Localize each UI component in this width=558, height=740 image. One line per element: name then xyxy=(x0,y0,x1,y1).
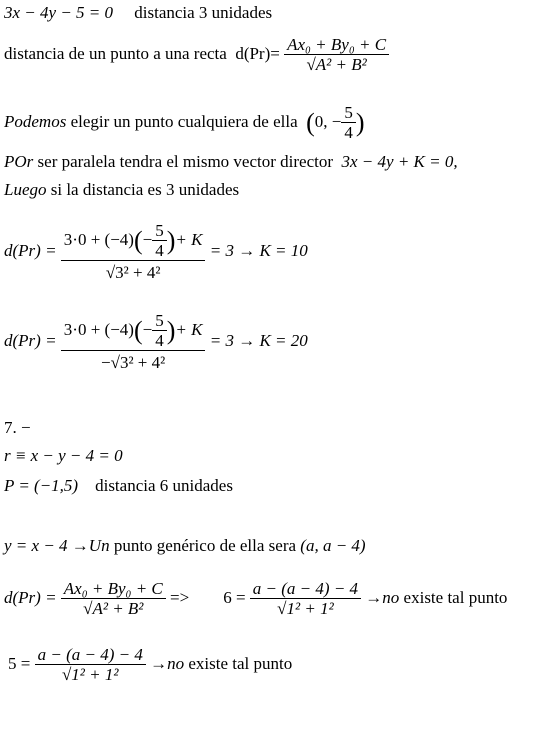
point-fraction: $\frac{5}{4}$ xyxy=(341,104,356,142)
eq2-result: = 3 → K = 20 xyxy=(209,330,308,350)
equation-k20 xyxy=(4,312,308,372)
eq3-fraction: $\frac{a - (a - 4) - 4}{\text{√1² + 1²}}$ xyxy=(250,580,361,618)
problem-7-label: 7. − xyxy=(4,418,31,437)
generic-point-line: y = x − 4 →Un punto genérico de ella sera (a, a − 4) xyxy=(4,536,366,555)
eq2-lhs: d(Pr) = xyxy=(4,330,57,350)
point-p: P = (−1,5) distancia 6 unidades xyxy=(4,476,233,495)
parallel-text: ser paralela tendra el mismo vector director xyxy=(37,152,334,171)
formula-lhs: d(Pr)= xyxy=(235,43,280,63)
equation-5: 5 = $\frac{a - (a - 4) - 4}{\text{√1² + 1²}}$ →no existe tal punto xyxy=(8,645,293,684)
eq1-lhs: d(Pr) = xyxy=(4,240,57,260)
parallel-line xyxy=(4,152,458,172)
eq2-fraction: 3·0 + (−4)(− $\frac{5}{4}$ )+ K −√3² + 4² xyxy=(61,312,206,372)
line-r: r ≡ x − y − 4 = 0 xyxy=(4,446,123,465)
equation-k10 xyxy=(4,222,308,282)
point-choice-line: Podemos elegir un punto cualquiera de ella (0, − $\frac{5}{4}$ ) xyxy=(4,103,365,142)
por-word: POr xyxy=(4,152,34,171)
eq3-formula: $\frac{\text{Ax₀ + By₀ + C}}{\text{√A² + B²}}$ xyxy=(61,580,166,618)
point-coords: 0, − xyxy=(314,111,342,131)
eq4-fraction: $\frac{a - (a - 4) - 4}{\text{√1² + 1²}}$ xyxy=(35,646,146,684)
equation-6: d(Pr) = $\frac{\text{Ax₀ + By₀ + C}}{\text{√A² + B²}}$ => 6 = $\frac{a - (a - 4) - 4}{\text{√1² + 1²}}$ →no existe tal punto xyxy=(4,579,508,618)
podemos-word: Podemos xyxy=(4,111,67,131)
point-choice-text: elegir un punto cualquiera de ella xyxy=(70,111,298,131)
problem-statement xyxy=(4,3,272,23)
parallel-equation: 3x − 4y + K = 0, xyxy=(341,152,458,171)
eq1-fraction: 3·0 + (−4)(− $\frac{5}{4}$ )+ K √3² + 4² xyxy=(61,222,206,282)
formula-numerator: Ax₀ + By₀ + C xyxy=(287,35,387,54)
formula-denominator: √A² + B² xyxy=(284,54,389,74)
distance-formula-line xyxy=(4,36,389,74)
distance-formula xyxy=(284,36,389,74)
formula-caption: distancia de un punto a una recta xyxy=(4,43,227,63)
distance-text: distancia 3 unidades xyxy=(134,3,273,22)
luego-text: si la distancia es 3 unidades xyxy=(50,180,240,199)
eq1-result: = 3 → K = 10 xyxy=(209,240,308,260)
luego-word: Luego xyxy=(4,180,47,199)
luego-line xyxy=(4,180,239,200)
line-equation: 3x − 4y − 5 = 0 xyxy=(4,3,114,22)
